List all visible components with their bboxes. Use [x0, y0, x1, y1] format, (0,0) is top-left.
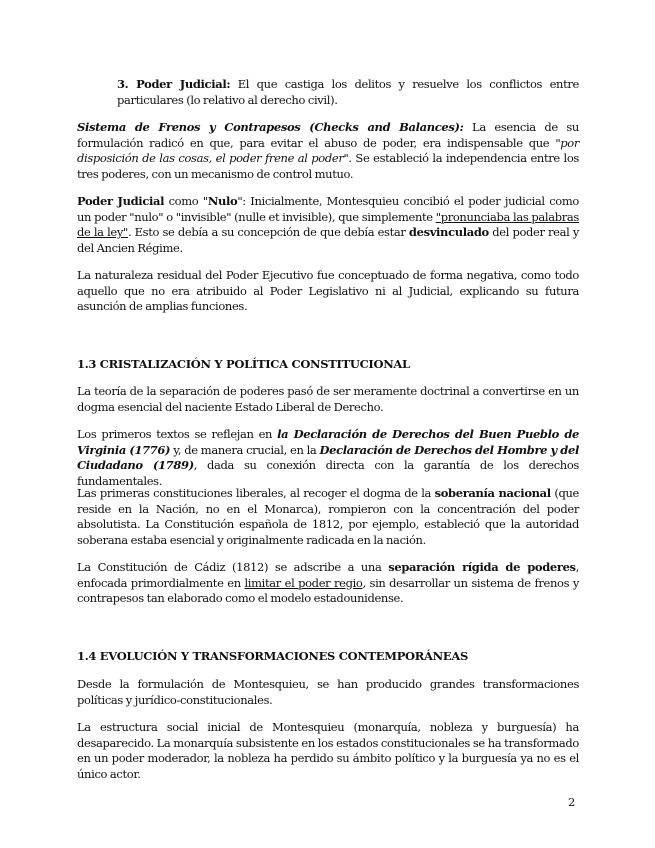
frenos-quote: "por disposición de las cosas, el poder frene al poder": [77, 135, 579, 166]
cadiz-text-2: , enfocada primordialmente en: [77, 560, 579, 590]
frenos-heading: Sistema de Frenos y Contrapesos (Checks and Balances):: [77, 120, 464, 134]
frenos-text-1: La esencia de su formulación radicó en que, para evitar el abuso de poder, era indispensable que: [77, 120, 579, 150]
paragraph-naturaleza-residual: La naturaleza residual del Poder Ejecutivo fue conceptuado de forma negativa, como todo aquello que no era atribuido al Poder Legislativo ni al Judicial, explicando su futura asunción de amplias funciones.: [77, 268, 579, 314]
cadiz-text-3: , sin desarrollar un sistema de frenos y contrapesos tan elaborado como el modelo estadounidense.: [77, 575, 579, 606]
nulo-text-4: del poder real y del Ancien Régime.: [77, 225, 579, 255]
nulo-text-1: como ": [164, 194, 208, 208]
textos-virginia: la Declaración de Derechos del Buen Pueblo de Virginia (1776): [77, 427, 579, 457]
paragraph-cadiz: [77, 560, 579, 607]
section-heading-1-3: 1.3 CRISTALIZACIÓN Y POLÍTICA CONSTITUCIONAL: [77, 357, 410, 371]
paragraph-frenos-contrapesos: [77, 120, 579, 182]
paragraph-desde: Desde la formulación de Montesquieu, se han producido grandes transformaciones políticas y jurídico-constitucionales.: [77, 677, 579, 707]
textos-text-1: Los primeros textos se reflejan en: [77, 427, 278, 441]
nulo-text-3: . Esto se debía a su concepción de que debía estar: [127, 225, 409, 240]
paragraph-estructura-social: La estructura social inicial de Montesquieu (monarquía, nobleza y burguesía) ha desaparecido. La monarquía subsistente en los estados constitucionales se ha transformado en un poder moderador, la nobleza ha perdido su ámbito político y la burguesía ya no es el único actor.: [77, 720, 579, 781]
paragraph-teoria: La teoría de la separación de poderes pasó de ser meramente doctrinal a convertirse en un dogma esencial del naciente Estado Liberal de Derecho.: [77, 384, 579, 414]
textos-declaracion: Declaración de Derechos del Hombre y del Ciudadano (1789): [77, 442, 579, 473]
nulo-bold-1: Poder Judicial: [77, 194, 165, 208]
frenos-text-2: . Se estableció la independencia entre los tres poderes, con un mecanismo de control mutuo.: [77, 151, 579, 181]
nulo-text-2: ": Inicialmente, Montesquieu concibió el poder judicial como un poder "nulo" o "invisible" (nulle et invisible), que simplemente: [77, 194, 580, 224]
item-label: 3. Poder Judicial:: [117, 77, 231, 91]
page-number: 2: [568, 795, 576, 809]
cadiz-text-1: La Constitución de Cádiz (1812) se adscribe a una: [77, 560, 389, 574]
liberales-text-2: (que reside en la Nación, no en el Monarca), rompieron con la concentración del poder absolutista. La Constitución española de 1812, por ejemplo, estableció que la autoridad soberana estaba esencial y originalmente radicada en la nación.: [77, 486, 579, 547]
paragraph-poder-nulo: [77, 194, 579, 256]
cadiz-bold: separación rígida de poderes: [388, 560, 576, 574]
nulo-bold-3: desvinculado: [408, 225, 489, 240]
nulo-underlined-quote: "pronunciaba las palabras de la ley": [77, 209, 579, 240]
paragraph-constituciones-liberales: [77, 486, 579, 548]
textos-text-3: , dada su conexión directa con la garantía de los derechos fundamentales.: [77, 458, 579, 488]
textos-text-2: y, de manera crucial, en la: [170, 442, 320, 457]
paragraph-primeros-textos: [77, 427, 579, 489]
liberales-soberania: soberanía nacional: [434, 486, 551, 500]
section-heading-1-4: 1.4 EVOLUCIÓN Y TRANSFORMACIONES CONTEMPORÁNEAS: [77, 649, 468, 663]
cadiz-underlined: limitar el poder regio: [244, 575, 363, 590]
item-text: El que castiga los delitos y resuelve los conflictos entre particulares (lo relativo al derecho civil).: [117, 77, 579, 107]
item-poder-judicial: [117, 77, 579, 108]
nulo-bold-2: Nulo: [207, 194, 238, 208]
liberales-text-1: Las primeras constituciones liberales, al recoger el dogma de la: [77, 486, 435, 500]
